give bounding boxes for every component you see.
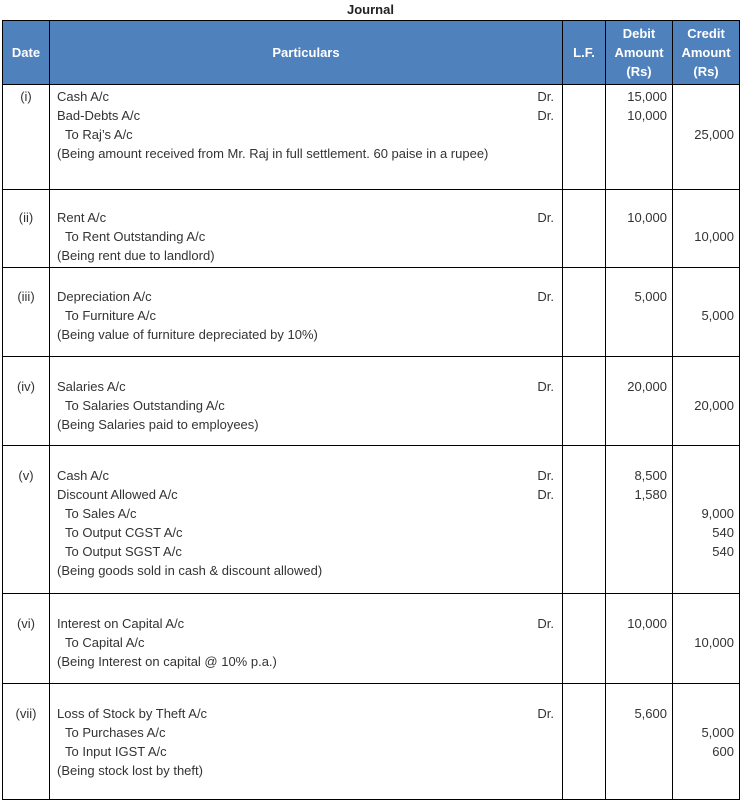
journal-entry-row [3, 446, 740, 594]
entry-lf [563, 357, 606, 446]
debit-amount [606, 415, 667, 434]
dr-label: Dr. [537, 89, 554, 104]
account-name: Cash A/c [57, 468, 110, 483]
entry-credit [673, 190, 740, 268]
credit-amount: 540 [712, 544, 734, 559]
narration-line: (Being Salaries paid to employees) [57, 417, 259, 432]
account-name: Cash A/c [57, 89, 110, 104]
entry-lf [563, 594, 606, 684]
dr-label: Dr. [537, 706, 554, 721]
debit-amount [606, 246, 667, 265]
credit-amount: 10,000 [694, 635, 734, 650]
entry-debit [606, 190, 673, 268]
credit-amount: 600 [712, 744, 734, 759]
credit-amount [673, 466, 734, 485]
debit-amount: 20,000 [627, 379, 667, 394]
debit-amount [606, 396, 667, 415]
entry-particulars [50, 85, 563, 190]
narration-line: (Being stock lost by theft) [57, 763, 203, 778]
journal-entry-row [3, 190, 740, 268]
credit-amount: 20,000 [694, 398, 734, 413]
header-lf: L.F. [563, 21, 606, 85]
header-particulars: Particulars [50, 21, 563, 85]
dr-label: Dr. [537, 616, 554, 631]
particular-line [57, 87, 558, 106]
journal-entry-row [3, 357, 740, 446]
journal-body [3, 85, 740, 800]
particular-line [57, 485, 558, 504]
credit-amount [673, 704, 734, 723]
credit-amount [673, 106, 734, 125]
entry-debit [606, 357, 673, 446]
particular-line [57, 377, 558, 396]
debit-amount: 5,000 [634, 289, 667, 304]
credit-account-line: To Raj’s A/c [65, 127, 133, 142]
entry-particulars [50, 268, 563, 357]
debit-amount [606, 125, 667, 144]
particular-line [57, 106, 558, 125]
narration-line: (Being Interest on capital @ 10% p.a.) [57, 654, 277, 669]
dr-label: Dr. [537, 468, 554, 483]
entry-particulars [50, 594, 563, 684]
credit-amount [673, 761, 734, 780]
debit-amount [606, 523, 667, 542]
entry-lf [563, 190, 606, 268]
credit-amount [673, 246, 734, 265]
account-name: Rent A/c [57, 210, 107, 225]
narration-line: (Being rent due to landlord) [57, 248, 215, 263]
dr-label: Dr. [537, 210, 554, 225]
credit-amount: 5,000 [701, 308, 734, 323]
dr-label: Dr. [537, 289, 554, 304]
particular-line [57, 466, 558, 485]
credit-account-line: To Output CGST A/c [65, 525, 183, 540]
particular-line [57, 704, 558, 723]
entry-credit [673, 85, 740, 190]
debit-amount [606, 227, 667, 246]
credit-amount [673, 325, 734, 344]
entry-date: (vii) [3, 684, 50, 800]
particular-line [57, 614, 558, 633]
credit-account-line: To Output SGST A/c [65, 544, 182, 559]
credit-amount: 5,000 [701, 725, 734, 740]
credit-amount [673, 208, 734, 227]
header-debit [606, 21, 673, 85]
debit-amount [606, 306, 667, 325]
debit-amount: 5,600 [634, 706, 667, 721]
journal-table [2, 20, 740, 800]
credit-account-line: To Capital A/c [65, 635, 145, 650]
credit-amount [673, 561, 734, 580]
credit-amount [673, 415, 734, 434]
journal-entry-row [3, 85, 740, 190]
account-name: Salaries A/c [57, 379, 126, 394]
entry-credit [673, 594, 740, 684]
credit-amount: 25,000 [694, 127, 734, 142]
credit-amount [673, 87, 734, 106]
credit-amount [673, 614, 734, 633]
account-name: Loss of Stock by Theft A/c [57, 706, 208, 721]
entry-debit [606, 268, 673, 357]
credit-account-line: To Purchases A/c [65, 725, 166, 740]
debit-amount [606, 325, 667, 344]
credit-account-line: To Input IGST A/c [65, 744, 167, 759]
debit-amount: 10,000 [627, 210, 667, 225]
header-credit-line: Amount [681, 45, 731, 60]
debit-amount: 10,000 [627, 108, 667, 123]
debit-amount [606, 542, 667, 561]
account-name: Bad-Debts A/c [57, 108, 141, 123]
debit-amount [606, 633, 667, 652]
particular-line [57, 208, 558, 227]
header-credit-line: Credit [687, 26, 725, 41]
entry-debit [606, 85, 673, 190]
narration-line: (Being amount received from Mr. Raj in full settlement. 60 paise in a rupee) [57, 146, 489, 161]
entry-particulars [50, 684, 563, 800]
dr-label: Dr. [537, 379, 554, 394]
debit-amount [606, 723, 667, 742]
entry-particulars [50, 446, 563, 594]
credit-amount [673, 287, 734, 306]
debit-amount [606, 144, 667, 163]
journal-title: Journal [347, 2, 394, 17]
account-name: Depreciation A/c [57, 289, 152, 304]
entry-particulars [50, 190, 563, 268]
debit-amount [606, 742, 667, 761]
entry-date: (i) [3, 85, 50, 190]
credit-amount [673, 144, 734, 163]
entry-lf [563, 268, 606, 357]
header-row [3, 21, 740, 85]
entry-date: (iv) [3, 357, 50, 446]
credit-amount: 9,000 [701, 506, 734, 521]
entry-date: (v) [3, 446, 50, 594]
header-date: Date [3, 21, 50, 85]
header-debit-line: Debit [622, 26, 656, 41]
entry-date: (ii) [3, 190, 50, 268]
entry-date: (iii) [3, 268, 50, 357]
credit-amount [673, 485, 734, 504]
entry-lf [563, 684, 606, 800]
entry-credit [673, 357, 740, 446]
journal-entry-row [3, 684, 740, 800]
entry-lf [563, 85, 606, 190]
debit-amount: 15,000 [627, 89, 667, 104]
journal-entry-row [3, 594, 740, 684]
header-debit-line: (Rs) [626, 64, 652, 79]
credit-amount [673, 377, 734, 396]
account-name: Interest on Capital A/c [57, 616, 185, 631]
header-debit-line: Amount [614, 45, 664, 60]
debit-amount [606, 761, 667, 780]
account-name: Discount Allowed A/c [57, 487, 178, 502]
entry-lf [563, 446, 606, 594]
entry-debit [606, 684, 673, 800]
particular-line [57, 287, 558, 306]
debit-amount [606, 652, 667, 671]
entry-credit [673, 268, 740, 357]
narration-line: (Being value of furniture depreciated by 10%) [57, 327, 318, 342]
credit-account-line: To Sales A/c [65, 506, 137, 521]
debit-amount: 8,500 [634, 468, 667, 483]
credit-account-line: To Salaries Outstanding A/c [65, 398, 225, 413]
header-credit [673, 21, 740, 85]
entry-debit [606, 446, 673, 594]
credit-account-line: To Furniture A/c [65, 308, 157, 323]
dr-label: Dr. [537, 108, 554, 123]
debit-amount [606, 561, 667, 580]
entry-credit [673, 684, 740, 800]
header-credit-line: (Rs) [693, 64, 719, 79]
dr-label: Dr. [537, 487, 554, 502]
entry-date: (vi) [3, 594, 50, 684]
entry-debit [606, 594, 673, 684]
entry-credit [673, 446, 740, 594]
credit-amount: 10,000 [694, 229, 734, 244]
credit-account-line: To Rent Outstanding A/c [65, 229, 206, 244]
credit-amount [673, 652, 734, 671]
credit-amount: 540 [712, 525, 734, 540]
entry-particulars [50, 357, 563, 446]
debit-amount [606, 504, 667, 523]
journal-entry-row [3, 268, 740, 357]
narration-line: (Being goods sold in cash & discount allowed) [57, 563, 323, 578]
debit-amount: 1,580 [634, 487, 667, 502]
debit-amount: 10,000 [627, 616, 667, 631]
